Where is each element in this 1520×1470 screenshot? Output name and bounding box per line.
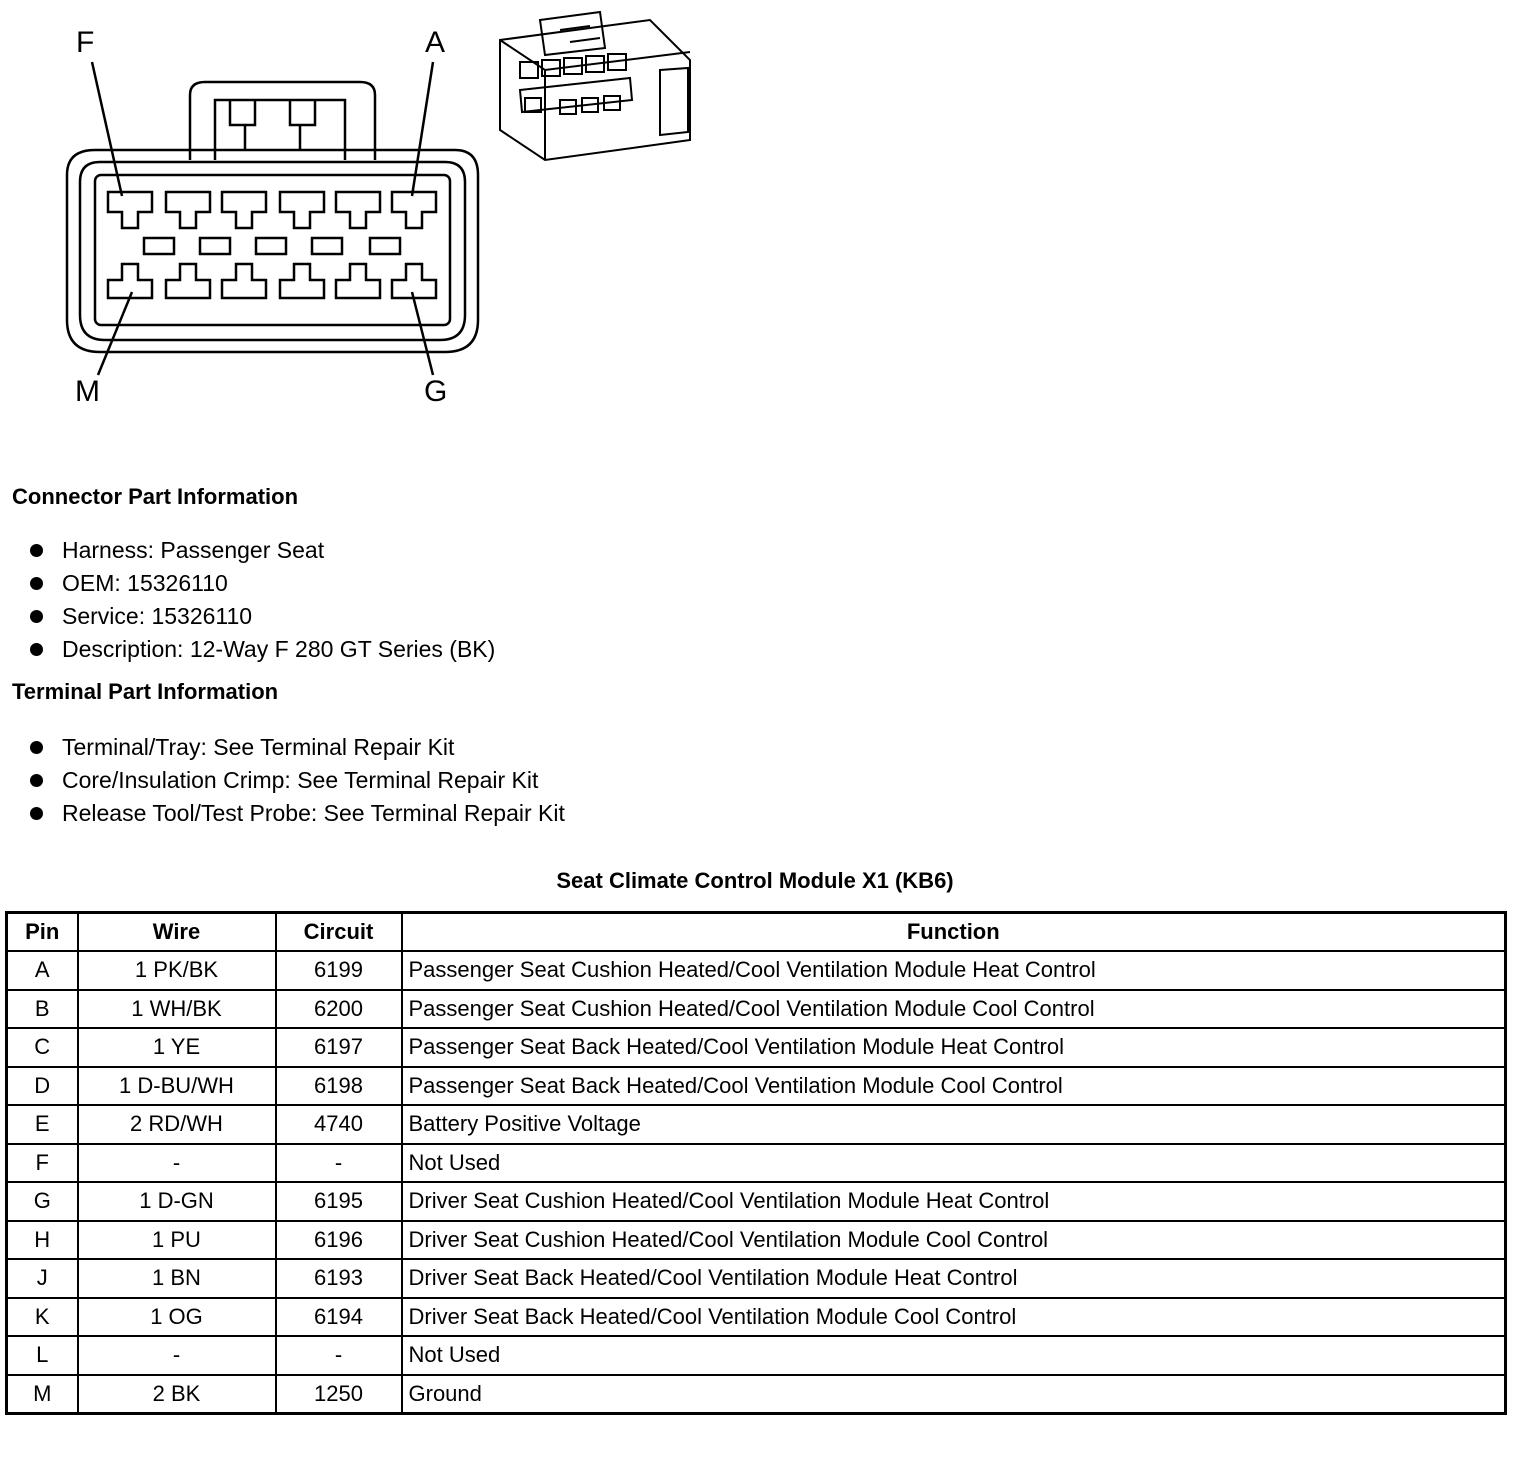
table-row (7, 1298, 1506, 1337)
cell-pin: C (7, 1028, 78, 1067)
middle-keys (144, 238, 400, 254)
cell-pin: E (7, 1105, 78, 1144)
table-row (7, 1182, 1506, 1221)
list-item: Service: 15326110 (30, 600, 495, 633)
list-item: Harness: Passenger Seat (30, 534, 495, 567)
cell-wire: 1 D-GN (78, 1182, 276, 1221)
table-row (7, 1259, 1506, 1298)
table-row (7, 1067, 1506, 1106)
terminal-info-list (30, 731, 565, 830)
pinout-table (5, 911, 1507, 1415)
cell-function: Not Used (402, 1144, 1506, 1183)
cell-pin: M (7, 1375, 78, 1414)
connector-info-title: Connector Part Information (12, 484, 299, 509)
cell-function: Driver Seat Cushion Heated/Cool Ventilation Module Heat Control (402, 1182, 1506, 1221)
table-row (7, 1144, 1506, 1183)
cell-wire: 1 YE (78, 1028, 276, 1067)
cell-wire: 1 WH/BK (78, 990, 276, 1029)
cell-pin: A (7, 951, 78, 990)
cell-function: Passenger Seat Cushion Heated/Cool Ventilation Module Heat Control (402, 951, 1506, 990)
cell-function: Driver Seat Back Heated/Cool Ventilation Module Heat Control (402, 1259, 1506, 1298)
list-item: Release Tool/Test Probe: See Terminal Repair Kit (30, 797, 565, 830)
connector-3d-view (500, 12, 690, 160)
list-item: OEM: 15326110 (30, 567, 495, 600)
connector-housing (67, 150, 478, 352)
table-row (7, 1221, 1506, 1260)
table-row (7, 1336, 1506, 1375)
pin-label-a: A (425, 26, 446, 59)
cell-circuit: 6199 (276, 951, 402, 990)
top-terminal-row (108, 192, 436, 228)
table-row (7, 990, 1506, 1029)
cell-function: Battery Positive Voltage (402, 1105, 1506, 1144)
cell-wire: 1 OG (78, 1298, 276, 1337)
pin-label-f: F (76, 26, 95, 59)
cell-circuit: 1250 (276, 1375, 402, 1414)
cell-function: Passenger Seat Back Heated/Cool Ventilation Module Heat Control (402, 1028, 1506, 1067)
cell-pin: J (7, 1259, 78, 1298)
cell-wire: 1 BN (78, 1259, 276, 1298)
table-title: Seat Climate Control Module X1 (KB6) (556, 868, 954, 893)
leader-m (98, 292, 132, 375)
pin-label-g: G (424, 375, 448, 408)
cell-circuit: 6194 (276, 1298, 402, 1337)
cell-wire: - (78, 1144, 276, 1183)
table-row (7, 1105, 1506, 1144)
cell-pin: F (7, 1144, 78, 1183)
cell-circuit: 6196 (276, 1221, 402, 1260)
header-circuit: Circuit (276, 913, 402, 952)
pin-label-m: M (75, 375, 100, 408)
header-pin: Pin (7, 913, 78, 952)
cell-wire: - (78, 1336, 276, 1375)
cell-circuit: 4740 (276, 1105, 402, 1144)
cell-circuit: 6195 (276, 1182, 402, 1221)
cell-wire: 2 RD/WH (78, 1105, 276, 1144)
cell-wire: 1 PU (78, 1221, 276, 1260)
cell-circuit: 6200 (276, 990, 402, 1029)
cell-pin: D (7, 1067, 78, 1106)
table-body (7, 951, 1506, 1413)
terminal-info-title: Terminal Part Information (12, 679, 279, 704)
cell-circuit: 6197 (276, 1028, 402, 1067)
cell-wire: 2 BK (78, 1375, 276, 1414)
cell-function: Ground (402, 1375, 1506, 1414)
connector-face-diagram (0, 0, 720, 420)
table-header-row (7, 913, 1506, 952)
cell-pin: G (7, 1182, 78, 1221)
cell-circuit: - (276, 1144, 402, 1183)
bottom-terminal-row (108, 264, 436, 298)
list-item: Description: 12-Way F 280 GT Series (BK) (30, 633, 495, 666)
list-item: Core/Insulation Crimp: See Terminal Repair Kit (30, 764, 565, 797)
table-row (7, 1028, 1506, 1067)
connector-latch (190, 82, 375, 160)
header-wire: Wire (78, 913, 276, 952)
cell-wire: 1 D-BU/WH (78, 1067, 276, 1106)
cell-pin: K (7, 1298, 78, 1337)
cell-circuit: 6193 (276, 1259, 402, 1298)
table-row (7, 1375, 1506, 1414)
cell-function: Driver Seat Back Heated/Cool Ventilation Module Cool Control (402, 1298, 1506, 1337)
cell-wire: 1 PK/BK (78, 951, 276, 990)
cell-pin: L (7, 1336, 78, 1375)
leader-g (412, 292, 433, 375)
cell-function: Not Used (402, 1336, 1506, 1375)
cell-circuit: - (276, 1336, 402, 1375)
cell-function: Driver Seat Cushion Heated/Cool Ventilation Module Cool Control (402, 1221, 1506, 1260)
header-function: Function (402, 913, 1506, 952)
cell-pin: H (7, 1221, 78, 1260)
cell-function: Passenger Seat Cushion Heated/Cool Ventilation Module Cool Control (402, 990, 1506, 1029)
connector-info-list (30, 534, 495, 666)
cell-circuit: 6198 (276, 1067, 402, 1106)
table-row (7, 951, 1506, 990)
cell-function: Passenger Seat Back Heated/Cool Ventilation Module Cool Control (402, 1067, 1506, 1106)
list-item: Terminal/Tray: See Terminal Repair Kit (30, 731, 565, 764)
cell-pin: B (7, 990, 78, 1029)
